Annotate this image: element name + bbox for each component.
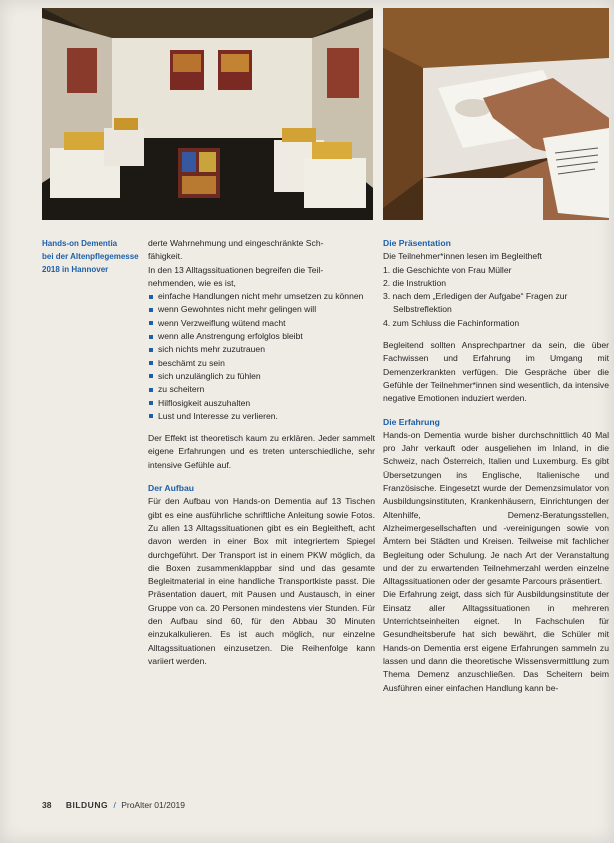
list-item: wenn Gewohntes nicht mehr gelingen will: [148, 303, 375, 316]
photo-caption: [42, 237, 142, 276]
setup-paragraph: Für den Aufbau von Hands-on Dementia auf 13 Tischen gibt es eine ausführliche schriftliche Anleitung sowie Fotos. Zu allen 13 Alltagssituationen gibt es ein Begleitheft, acht davon werden in einer Box mit integriertem Spiegel durchgeführt. Der Transport ist in einem PKW möglich, da die Boxen zusammenklappbar sind und das gesamte Begleitmaterial in eine handliche Transportkiste passt. Die Präsentation dauert, mit Pausen und Austausch, in einer Gruppe von ca. 20 Personen mindestens vier Stunden. Für den Aufbau sind 60, für den Abbau 30 Minuten einzukalkulieren. Es ist auch möglich, nur einzelne Alltagssituationen einzusetzen. Die Reihenfolge kann variiert werden.: [148, 496, 375, 666]
page-footer: [42, 800, 185, 810]
hands-in-box-photo: [383, 8, 609, 220]
list-item: 2. die Instruktion: [383, 277, 447, 288]
feelings-list: [148, 290, 375, 423]
experience-heading: Die Erfahrung: [383, 416, 440, 427]
caption-line: 2018 in Hannover: [42, 265, 109, 274]
list-item: beschämt zu sein: [148, 357, 375, 370]
intro-line: nehmenden, wie es ist,: [148, 277, 236, 288]
setup-heading: Der Aufbau: [148, 483, 194, 494]
intro-line: fähigkeit.: [148, 251, 183, 262]
list-item: 4. zum Schluss die Fachinformation: [383, 317, 520, 328]
list-item: 3. nach dem „Erledigen der Aufgabe“ Fragen zur Selbstreflektion: [383, 291, 568, 315]
experience-paragraph: Hands-on Dementia wurde bisher durchschnittlich 40 Mal pro Jahr verkauft oder ausgeliehen im Inland, in die Schweiz, nach Österreich, Italien und Luxemburg. Es gibt Übersetzungen ins Englische, Italienische und Französische. Eingesetzt wurde der Demenzsimulator von Ausbildungsinstituten, Krankenhäusern, Einrichtungen der Altenhilfe, Demenz-Beratungsstellen, Alzheimergesellschaften und -vereinigungen sowie von Ämtern bei Städten und Kreisen. Teilweise mit fachlicher Begleitung oder Schulung. Je nach Art der Veranstaltung und der zu erwartenden Teilnehmerzahl werden einzelne Alltagssituationen oder der gesamte Parcours präsentiert.: [383, 429, 609, 587]
page-number: 38: [42, 800, 52, 810]
intro-line: derte Wahrnehmung und eingeschränkte Sch-: [148, 238, 324, 248]
middle-column: [148, 237, 375, 668]
section-name: BILDUNG: [65, 800, 109, 810]
list-item: 1. die Geschichte von Frau Müller: [383, 264, 512, 275]
presentation-steps: [383, 264, 609, 330]
list-item: Hilflosigkeit auszuhalten: [148, 397, 375, 410]
effect-paragraph: Der Effekt ist theoretisch kaum zu erklären. Jeder sammelt eigene Erfahrungen und es treten unterschiedliche, sehr intensive Gefühle auf.: [148, 433, 375, 470]
caption-line: Hands-on Dementia: [42, 239, 118, 248]
exhibition-photo: [42, 8, 373, 220]
experience-paragraph: Die Erfahrung zeigt, dass sich für Ausbildungsinstitute der Einsatz aller Alltagssituationen in mehreren Unterrichtseinheiten eignet. In Fachschulen für Gesundheitsberufe hat sich bewährt, die Schüler mit Hands-on Dementia erst eigene Erfahrungen sammeln zu lassen und dann die theoretische Wissensvermittlung zum Thema Demenz anzuschließen. Das Scheitern beim Ausführen einer einfachen Handlung kann be-: [383, 589, 609, 693]
presentation-intro: Die Teilnehmer*innen lesen im Begleitheft: [383, 251, 542, 262]
list-item: einfache Handlungen nicht mehr umsetzen zu können: [148, 290, 375, 303]
list-item: Lust und Interesse zu verlieren.: [148, 410, 375, 423]
list-item: sich nichts mehr zuzutrauen: [148, 343, 375, 356]
caption-line: bei der Altenpflegemesse: [42, 252, 139, 261]
list-item: wenn alle Anstrengung erfolglos bleibt: [148, 330, 375, 343]
list-item: sich unzulänglich zu fühlen: [148, 370, 375, 383]
list-item: wenn Verzweiflung wütend macht: [148, 317, 375, 330]
list-item: zu scheitern: [148, 383, 375, 396]
presentation-heading: Die Präsentation: [383, 238, 451, 248]
footer-separator: /: [113, 800, 116, 810]
right-column: [383, 237, 609, 695]
publication-name: ProAlter 01/2019: [121, 800, 185, 810]
presentation-paragraph: Begleitend sollten Ansprechpartner da sein, die über Fachwissen und Erfahrung im Umgang mit Demenzerkrankten verfügen. Die Gespräche über die Gefühle der Teilnehmer*innen sind wesentlich, da intensive negative Emotionen induziert werden.: [383, 340, 609, 404]
intro-line: In den 13 Alltagssituationen begreifen die Teil-: [148, 264, 324, 275]
